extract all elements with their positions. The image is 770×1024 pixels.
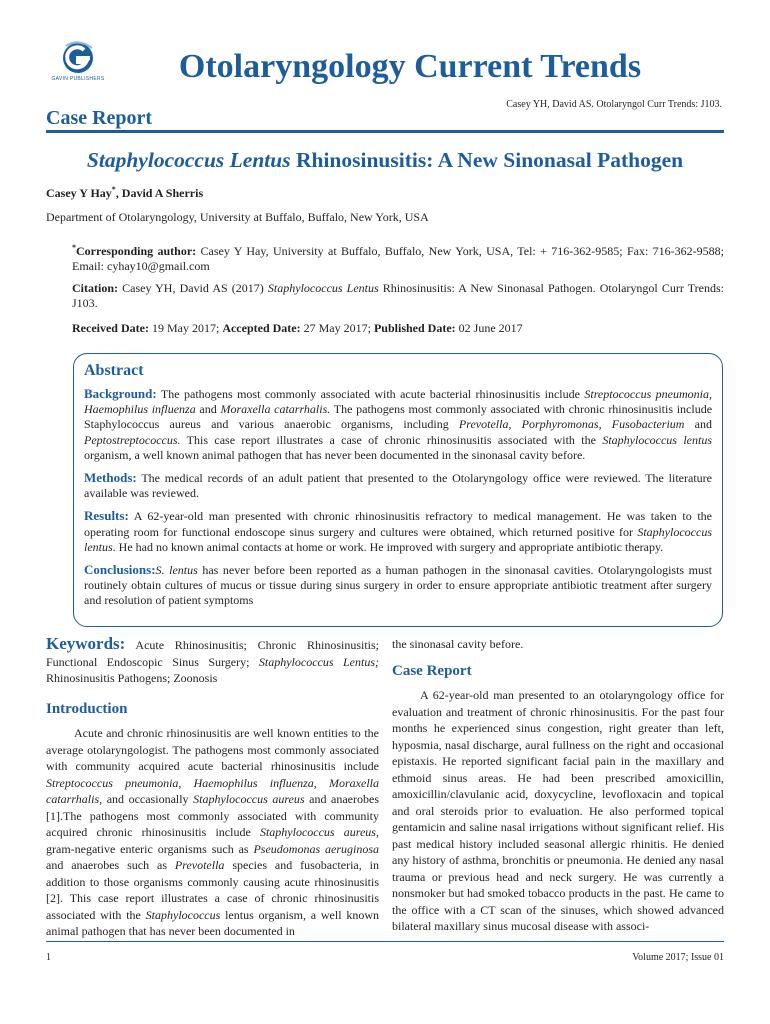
dates: Received Date: 19 May 2017; Accepted Date: 27 May 2017; Published Date: 02 June 2017 bbox=[72, 321, 523, 335]
author-1: Casey Y Hay bbox=[46, 186, 112, 200]
left-column bbox=[46, 636, 379, 940]
publisher-name: GAVIN PUBLISHERS bbox=[51, 76, 105, 82]
abstract-methods: Methods: The medical records of an adult patient that presented to the Otolaryngology office were reviewed. The literature available was reviewed. bbox=[84, 470, 712, 501]
case-report-heading: Case Report bbox=[392, 662, 472, 679]
author-2: David A Sherris bbox=[121, 186, 204, 200]
abstract-heading: Abstract bbox=[84, 362, 144, 379]
abstract-conclusions: Conclusions:S. lentus has never before been reported as a human pathogen in the sinonasal cavities. Otolaryngologists must routinely obtain cultures of mucus or tissue during sinus surgery in order to ensure appropriate antibiotic treatment after surgery and resolution of patient symptoms bbox=[84, 562, 712, 608]
page-number: 1 bbox=[46, 952, 51, 963]
corresponding-author: *Corresponding author: Casey Y Hay, University at Buffalo, Buffalo, New York, USA, Tel: + 716-362-9585; Fax: 716-362-9588; Email: cyhay10@gmail.com bbox=[72, 243, 724, 273]
article-type: Case Report bbox=[46, 107, 153, 129]
introduction-heading: Introduction bbox=[46, 700, 128, 717]
right-column bbox=[392, 636, 724, 935]
abstract-results: Results: A 62-year-old man presented with chronic rhinosinusitis refractory to medical management. He was taken to the operating room for functional endoscope sinus surgery and cultures were obtained, which returned positive for Staphylococcus lentus. He had no known animal contacts at home or work. He improved with surgery and appropriate antibiotic therapy. bbox=[84, 508, 712, 554]
introduction-paragraph: Acute and chronic rhinosinusitis are well known entities to the average otolaryngologist. The pathogens most commonly associated with community acquired acute bacterial rhinosinusitis include Streptococcus pneumonia, Haemophilus influenza, Moraxella catarrhalis, and occasionally Staphylococcus aureus and anaerobes [1].The pathogens most commonly associated with community acquired chronic rhinosinusitis include Staphylococcus aureus, gram-negative enteric organisms such as Pseudomonas aeruginosa and anaerobes such as Prevotella species and fusobacteria, in addition to those organisms commonly causing acute rhinosinusitis [2]. This case report illustrates a case of chronic rhinosinusitis associated with the Staphylococcus lentus organism, a well known animal pathogen that has never been documented in bbox=[46, 726, 379, 938]
journal-title: Otolaryngology Current Trends bbox=[178, 48, 642, 85]
abstract-box bbox=[73, 353, 723, 627]
intro-continuation: the sinonasal cavity before. bbox=[392, 637, 524, 651]
authors: Casey Y Hay*, David A Sherris bbox=[46, 185, 204, 200]
header-citation: Casey YH, David AS. Otolaryngol Curr Trends: J103. bbox=[506, 99, 722, 110]
citation: Citation: Casey YH, David AS (2017) Staphylococcus Lentus Rhinosinusitis: A New Sinonasal Pathogen. Otolaryngol Curr Trends: J103. bbox=[72, 281, 724, 310]
article-title: Staphylococcus Lentus Rhinosinusitis: A New Sinonasal Pathogen bbox=[86, 148, 684, 172]
case-report-paragraph: A 62-year-old man presented to an otolaryngology office for evaluation and treatment of chronic rhinosinusitis. For the past four months he experienced sinus congestion, right greater than left, hyposmia, nasal discharge, aural fullness on the right and occasional epistaxis. He reported significant facial pain in the maxillary and ethmoid sinus areas. He had been prescribed amoxicillin, amoxicillin/clavulanic acid, doxycycline, levofloxacin and topical and oral steroids prior to evaluation. He also performed topical gentamicin and saline nasal irrigations without significant relief. His past medical history included seasonal allergic rhinitis. He denied any history of asthma, bronchitis or pneumonia. He denied any nasal trauma or previous head and neck surgery. He was currently a nonsmoker but had smoked tobacco products in the past. He came to the office with a CT scan of the sinuses, which showed advanced bilateral maxillary sinus mucosal disease with associ- bbox=[392, 688, 724, 933]
footer-rule bbox=[46, 941, 724, 942]
volume-issue: Volume 2017; Issue 01 bbox=[632, 952, 724, 963]
header-rule bbox=[46, 130, 724, 133]
affiliation: Department of Otolaryngology, University at Buffalo, Buffalo, New York, USA bbox=[46, 210, 429, 224]
keywords: Keywords: Acute Rhinosinusitis; Chronic Rhinosinusitis; Functional Endoscopic Sinus Surgery; Staphylococcus Lentus; Rhinosinusitis Pathogens; Zoonosis bbox=[46, 634, 379, 685]
abstract-background: Background: The pathogens most commonly associated with acute bacterial rhinosinusitis include Streptococcus pneumonia, Haemophilus influenza and Moraxella catarrhalis. The pathogens most commonly associated with chronic rhinosinusitis include Staphylococcus aureus and various anaerobic organisms, including Prevotella, Porphyromonas, Fusobacterium and Peptostreptococcus. This case report illustrates a case of chronic rhinosinusitis associated with the Staphylococcus lentus organism, a well known animal pathogen that has never been documented in the sinonasal cavity before. bbox=[84, 386, 713, 462]
